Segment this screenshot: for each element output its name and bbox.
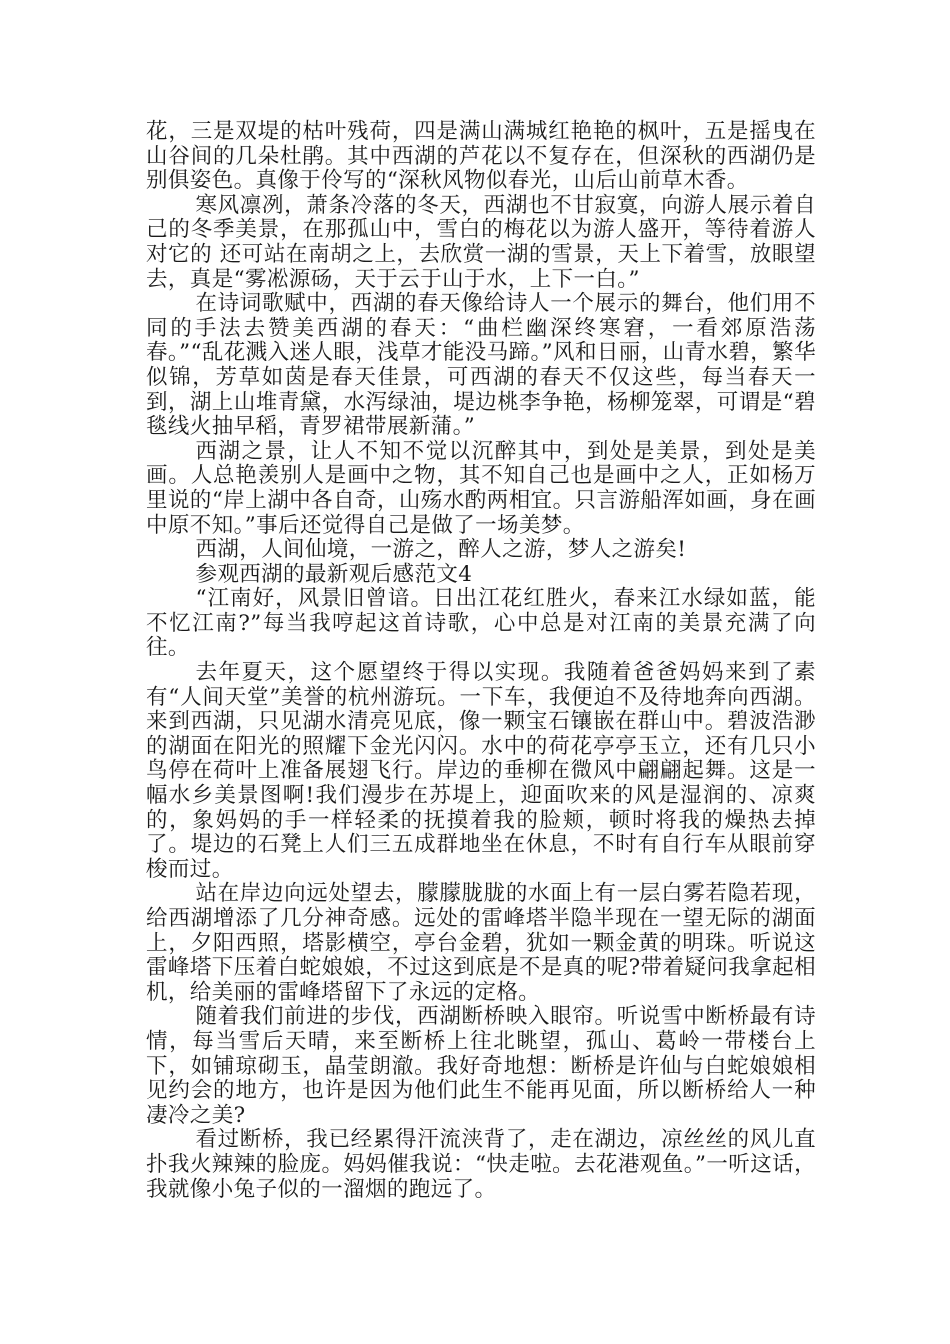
section-heading: 参观西湖的最新观后感范文4 [195, 561, 473, 587]
paragraph-4: 西湖之景，让人不知不觉以沉醉其中，到处是美景，到处是美画。人总艳羡别人是画中之物，其不知自己也是画中之人，正如杨万里说的“岸上湖中各自奇，山殇水酌两相宜。只言游船浑如画，身在画中原不知。”事后还觉得自己是做了一场美梦。 [146, 438, 816, 538]
paragraph-8: 去年夏天，这个愿望终于得以实现。我随着爸爸妈妈来到了素有“人间天堂”美誉的杭州游玩。一下车，我便迫不及待地奔向西湖。来到西湖，只见湖水清亮见底，像一颗宝石镶嵌在群山中。碧波浩渺的湖面在阳光的照耀下金光闪闪。水中的荷花亭亭玉立，还有几只小鸟停在荷叶上准备展翅飞行。岸边的垂柳在微风中翩翩起舞。这是一幅水乡美景图啊!我们漫步在苏堤上，迎面吹来的风是湿润的、凉爽的，象妈妈的手一样轻柔的抚摸着我的脸颊，顿时将我的燥热去掉了。堤边的石凳上人们三五成群地坐在休息，不时有自行车从眼前穿梭而过。 [146, 660, 816, 882]
paragraph-5: 西湖，人间仙境，一游之，醉人之游，梦人之游矣! [195, 537, 687, 563]
paragraph-3: 在诗词歌赋中，西湖的春天像给诗人一个展示的舞台，他们用不同的手法去赞美西湖的春天：“曲栏幽深终寒窘，一看郊原浩荡春。”“乱花溅入迷人眼，浅草才能没马蹄。”风和日丽，山青水碧，繁华似锦，芳草如茵是春天佳景，可西湖的春天不仅这些，每当春天一到，湖上山堆青黛，水泻绿油，堤边桃李争艳，杨柳笼翠，可谓是“碧毯线火抽早稻，青罗裙带展新蒲。” [146, 291, 816, 440]
paragraph-9: 站在岸边向远处望去，朦朦胧胧的水面上有一层白雾若隐若现，给西湖增添了几分神奇感。远处的雷峰塔半隐半现在一望无际的湖面上，夕阳西照，塔影横空，亭台金碧，犹如一颗金黄的明珠。听说这雷峰塔下压着白蛇娘娘，不过这到底是不是真的呢?带着疑问我拿起相机，给美丽的雷峰塔留下了永远的定格。 [146, 881, 816, 1005]
paragraph-11: 看过断桥，我已经累得汗流浃背了，走在湖边，凉丝丝的风儿直扑我火辣辣的脸庞。妈妈催我说：“快走啦。去花港观鱼。”一听这话，我就像小兔子似的一溜烟的跑远了。 [146, 1127, 816, 1202]
paragraph-2: 寒风凛冽，萧条冷落的冬天，西湖也不甘寂寞，向游人展示着自己的冬季美景，在那孤山中，雪白的梅花以为游人盛开，等待着游人对它的 还可站在南胡之上，去欣赏一湖的雪景，天上下着雪，放眼望去，真是“雾凇源砀，天于云于山于水，上下一白。” [146, 192, 816, 292]
paragraph-1: 花，三是双堤的枯叶残荷，四是满山满城红艳艳的枫叶，五是摇曳在山谷间的几朵杜鹃。其中西湖的芦花以不复存在，但深秋的西湖仍是别俱姿色。真像于伶写的“深秋风物似春光，山后山前草木香。 [146, 119, 816, 194]
paragraph-10: 随着我们前进的步伐，西湖断桥映入眼帘。听说雪中断桥最有诗情，每当雪后天晴，来至断桥上往北眺望，孤山、葛岭一带楼台上下，如铺琼砌玉，晶莹朗澈。我好奇地想：断桥是许仙与白蛇娘娘相见约会的地方，也许是因为他们此生不能再见面，所以断桥给人一种凄冷之美? [146, 1004, 816, 1128]
document-body [146, 120, 816, 1202]
paragraph-7: “江南好，风景旧曾谙。日出江花红胜火，春来江水绿如蓝，能不忆江南?”每当我哼起这首诗歌，心中总是对江南的美景充满了向往。 [146, 586, 816, 661]
